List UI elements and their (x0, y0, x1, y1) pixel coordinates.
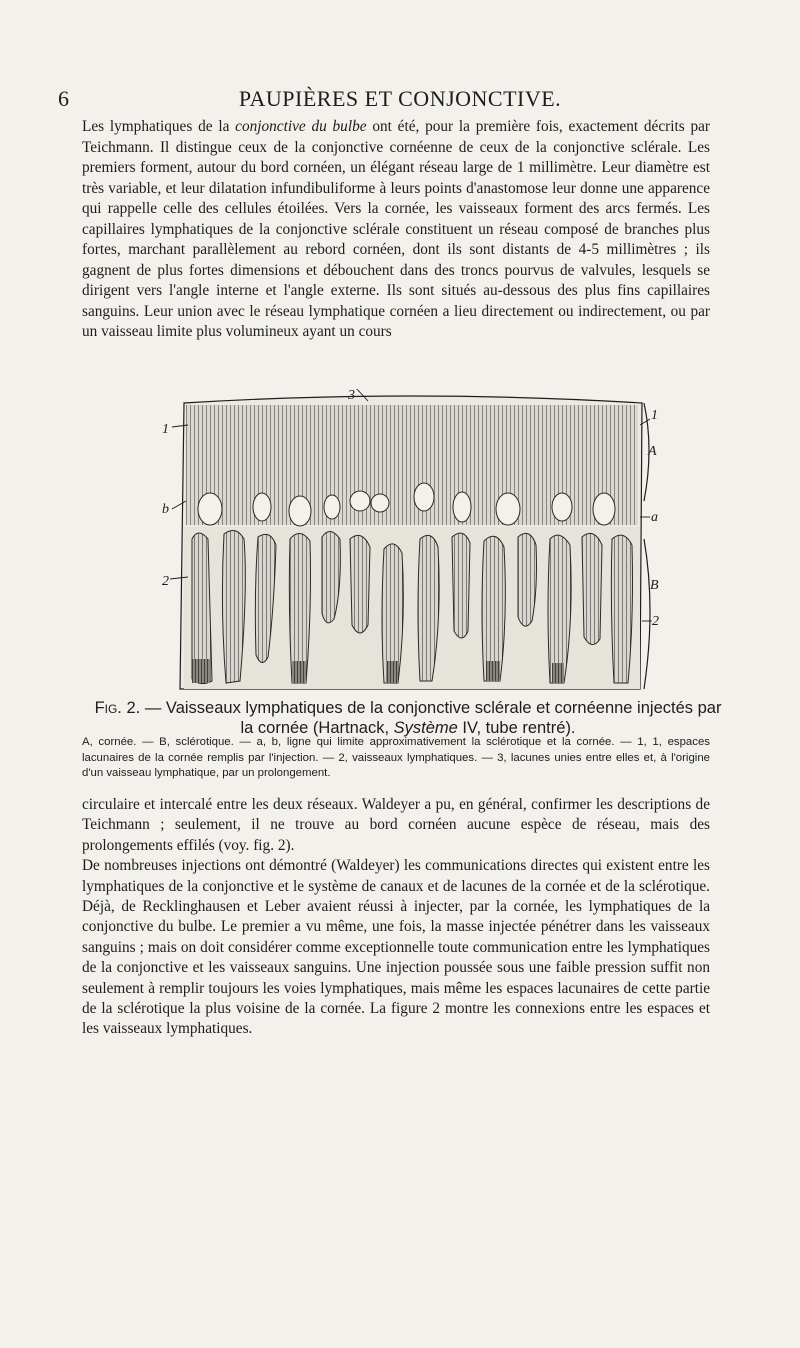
bracket-B (644, 539, 650, 689)
paragraph-3: De nombreuses injections ont démontré (Waldeyer) les communications directes qui existent entre les lymphatiques de la conjonctive et le système de canaux et de lacunes de la cornée et de la sclérotique. Déjà, de Recklinghausen et Leber avaient réussi à injecter, par la cornée, les lymphatiques de la conjonctive du bulbe. Le premier a vu même, une fois, la masse injectée pénétrer dans les vaisseaux sanguins ; mais on doit considérer comme exceptionnelle toute communication entre les lymphatiques de la conjonctive et les vaisseaux sanguins. Une injection poussée sous une faible pression suffit non seulement à remplir toujours les voies lymphatiques, mais même les espaces lacunaires de cette partie de la sclérotique la plus voisine de la cornée. La figure 2 montre les connexions entre les espaces et les vaisseaux lymphatiques. (82, 857, 710, 1038)
label-A: A (648, 444, 657, 459)
body-after-figure (82, 795, 710, 1040)
label-a: a (651, 510, 658, 525)
label-2-right: 2 (652, 614, 659, 629)
label-1-right: 1 (651, 408, 658, 423)
paragraph-1-italic: conjonctive du bulbe (235, 118, 367, 135)
corneal-lacunae (186, 405, 638, 526)
paragraph-2: circulaire et intercalé entre les deux réseaux. Waldeyer a pu, en général, confirmer les descriptions de Teichmann ; seulement, il ne trouve au bord cornéen aucune espèce de réseau, mais des prolongements effilés (voy. fig. 2). (82, 796, 710, 854)
label-b: b (162, 502, 169, 517)
caption-italic: Système (393, 719, 458, 737)
label-2-left: 2 (162, 574, 169, 589)
figure-caption (94, 698, 722, 738)
label-1-left: 1 (162, 422, 169, 437)
sclera-zone (184, 527, 640, 689)
label-B: B (650, 578, 659, 593)
figure-legend: A, cornée. — B, sclérotique. — a, b, ligne qui limite approximativement la sclérotique et la cornée. — 1, 1, espaces lacunaires de la cornée remplis par l'injection. — 2, vaisseaux lymphatiques. — 3, lacunes unies entre elles et, à l'origine d'un vaisseau lymphatique, par un prolongement. (82, 736, 710, 779)
paragraph-1-part-b: ont été, pour la première fois, exactement décrits par Teichmann. Il distingue ceux de la conjonctive cornéenne de ceux de la conjonctive sclérale. Les premiers forment, autour du bord cornéen, un élégant réseau large de 1 millimètre. Leur diamètre est très variable, et leur dilatation infundibuliforme à leurs points d'anastomose leur donne une apparence qui rappelle celle des cellules étoilées. Vers la cornée, les vaisseaux forment des arcs fermés. Les capillaires lymphatiques de la conjonctive sclérale constituent un réseau composé de branches plus fortes, marchant parallèlement au rebord cornéen, dont ils sont distants de 4-5 millimètres ; ils gagnent de plus fortes dimensions et débouchent dans des troncs pourvus de valvules, lesquels se dirigent vers l'angle interne et l'angle externe. Ils sont situés au-dessous des plus fins capillaires sanguins. Leur union avec le réseau lymphatique cornéen a lieu directement ou indirectement, ou par un vaisseau limite plus volumineux ayant un cours (82, 118, 710, 340)
caption-text-b: IV, tube rentré). (457, 719, 576, 737)
label-3: 3 (348, 389, 355, 403)
caption-text-a: Vaisseaux lymphatiques de la conjonctive sclérale et cornéenne injectés par la cornée (Hartnack, (165, 699, 722, 737)
figure-number: Fig. 2. (94, 699, 141, 717)
running-title: PAUPIÈRES ET CONJONCTIVE. (238, 86, 562, 111)
caption-dash: — (140, 699, 166, 717)
paragraph-1-part-a: Les lymphatiques de la (82, 118, 236, 135)
figure-lymphatic-vessels (162, 389, 662, 693)
page-number: 6 (58, 86, 69, 111)
paragraph-1 (82, 117, 710, 343)
figure-illustration (162, 389, 662, 693)
